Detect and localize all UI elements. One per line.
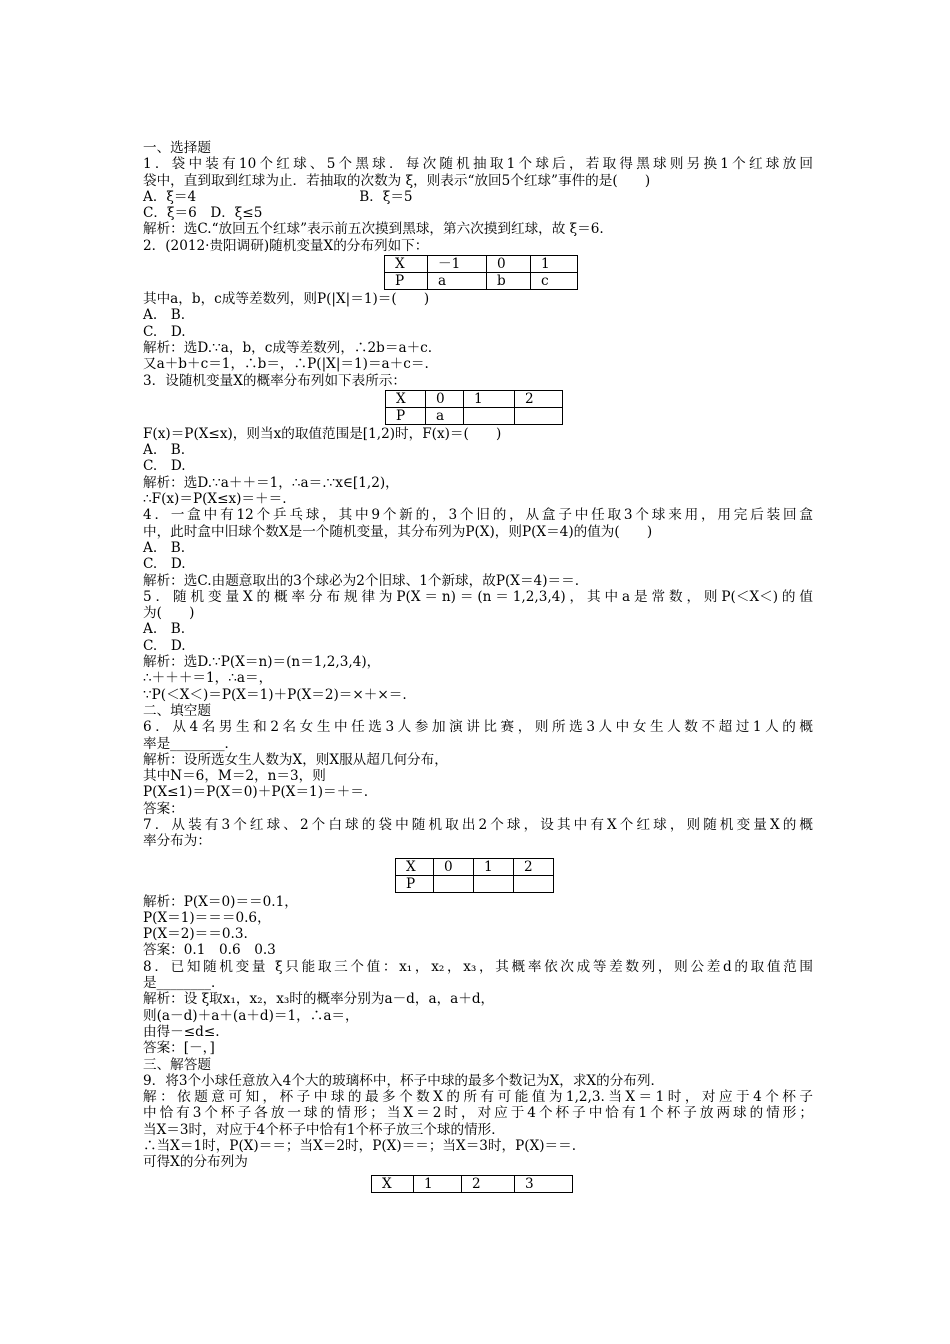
section-heading-fill: 二、填空题	[143, 702, 211, 719]
document-content	[143, 140, 813, 1194]
q6-solution: 其中N＝6，M＝2，n＝3，则	[143, 768, 326, 785]
table-row-header: P	[385, 273, 428, 290]
q7-text: 率分布为：	[143, 833, 211, 850]
q3-options: A. B.	[143, 442, 186, 459]
table-cell: 2	[515, 390, 563, 407]
table-cell: 0	[434, 858, 474, 875]
q3-options: C. D.	[143, 458, 186, 475]
q2-solution: 解析：选D.∵a，b，c成等差数列，∴2b＝a＋c.	[143, 339, 433, 356]
table-cell: a	[428, 273, 487, 290]
table-cell: 2	[462, 1175, 515, 1192]
table-cell: 2	[514, 858, 554, 875]
table-cell: 1	[474, 858, 514, 875]
table-cell	[434, 875, 474, 892]
q4-options: C. D.	[143, 556, 186, 573]
q7-table-wrap	[143, 850, 813, 894]
q1-options: A．ξ＝4 B．ξ＝5	[143, 188, 413, 205]
q8-solution: 由得－≤d≤.	[143, 1023, 220, 1040]
table-row	[396, 858, 554, 875]
q4-text: 4．一盒中有12个乒乓球，其中9个新的，3个旧的，从盒子中任取3个球来用，用完后装回盒	[143, 507, 813, 524]
table-row	[385, 273, 578, 290]
table-row-header: X	[372, 1175, 414, 1192]
q6-answer: 答案：	[143, 800, 184, 817]
q5-text: 为( )	[143, 605, 195, 622]
table-cell: 0	[426, 390, 464, 407]
q2-table-wrap	[143, 254, 813, 291]
table-cell	[515, 407, 563, 424]
table-row-header: P	[396, 875, 434, 892]
q7-solution: P(X＝1)＝＝＝0.6，	[143, 909, 271, 926]
q3-solution: ∴F(x)＝P(X≤x)＝＋＝.	[143, 491, 287, 508]
q9-solution: 可得X的分布列为	[143, 1154, 248, 1171]
q1-text: 袋中，直到取到红球为止．若抽取的次数为 ξ，则表示“放回5个红球”事件的是( )	[143, 172, 651, 189]
q2-solution: 又a＋b＋c＝1，∴b＝，∴P(|X|＝1)＝a＋c＝.	[143, 356, 429, 373]
q6-text: 率是________．	[143, 735, 239, 752]
q1-solution: 解析：选C.“放回五个红球”表示前五次摸到黑球，第六次摸到红球，故 ξ＝6.	[143, 221, 604, 238]
q6-text: 6．从4名男生和2名女生中任选3人参加演讲比赛，则所选3人中女生人数不超过1人的概	[143, 719, 813, 736]
q7-distribution-table	[395, 858, 554, 893]
q9-solution: 当X＝3时，对应于4个杯子中恰有1个杯子放三个球的情形．	[143, 1121, 505, 1138]
q9-distribution-table	[371, 1175, 573, 1193]
table-row-header: P	[386, 407, 426, 424]
q5-options: A. B.	[143, 621, 186, 638]
table-cell: 1	[464, 390, 515, 407]
q2-text: 2．(2012·贵阳调研)随机变量X的分布列如下：	[143, 237, 429, 254]
q7-answer: 答案：0.1 0.6 0.3	[143, 942, 276, 959]
table-row-header: X	[386, 390, 426, 407]
q4-solution: 解析：选C.由题意取出的3个球必为2个旧球、1个新球，故P(X＝4)＝＝.	[143, 572, 580, 589]
q8-text: 是________．	[143, 975, 225, 992]
q9-solution: 中恰有3个杯子各放一球的情形；当X＝2时，对应于4个杯子中恰有1个杯子放两球的情形；	[143, 1105, 813, 1122]
q5-solution: ∵P(＜X＜)＝P(X＝1)＋P(X＝2)＝×＋×＝.	[143, 686, 407, 703]
section-heading-solve: 三、解答题	[143, 1056, 211, 1073]
q3-table-wrap	[143, 389, 813, 426]
q2-distribution-table	[384, 255, 578, 290]
q3-text: F(x)＝P(X≤x)，则当x的取值范围是[1,2)时，F(x)＝( )	[143, 425, 502, 442]
q8-answer: 答案：[－，]	[143, 1040, 215, 1057]
table-cell: 0	[487, 256, 531, 273]
table-cell: －1	[428, 256, 487, 273]
q8-text: 8．已知随机变量 ξ只能取三个值：x₁，x₂，x₃，其概率依次成等差数列，则公差d的取值范围	[143, 958, 813, 975]
table-cell: c	[531, 273, 578, 290]
table-cell: 1	[414, 1175, 462, 1192]
q6-solution: P(X≤1)＝P(X＝0)＋P(X＝1)＝＋＝.	[143, 784, 369, 801]
q1-text: 1．袋中装有10个红球、5个黑球．每次随机抽取1个球后，若取得黑球则另换1个红球放回	[143, 156, 813, 173]
q5-text: 5．随机变量X的概率分布规律为P(X＝n)＝(n＝1,2,3,4)，其中a是常数，则P(＜X＜)的值	[143, 588, 813, 605]
table-cell	[464, 407, 515, 424]
table-row	[396, 875, 554, 892]
q2-options: A. B.	[143, 307, 186, 324]
q3-solution: 解析：选D.∵a＋＋＝1，∴a＝.∵x∈[1,2)，	[143, 474, 399, 491]
q5-solution: ∴＋＋＋＝1，∴a＝，	[143, 670, 273, 687]
q8-solution: 解析：设 ξ取x₁，x₂，x₃时的概率分别为a－d，a，a＋d，	[143, 991, 495, 1008]
table-row-header: X	[396, 858, 434, 875]
q7-solution: 解析：P(X＝0)＝＝0.1，	[143, 893, 298, 910]
table-cell: 3	[515, 1175, 573, 1192]
q1-options: C．ξ＝6 D．ξ≤5	[143, 205, 263, 222]
table-cell	[514, 875, 554, 892]
q4-options: A. B.	[143, 539, 186, 556]
q2-options: C. D.	[143, 323, 186, 340]
q9-text: 9．将3个小球任意放入4个大的玻璃杯中，杯子中球的最多个数记为X，求X的分布列．	[143, 1072, 665, 1089]
q6-solution: 解析：设所选女生人数为X，则X服从超几何分布，	[143, 751, 448, 768]
q3-distribution-table	[385, 390, 563, 425]
q5-options: C. D.	[143, 637, 186, 654]
q9-solution: 解：依题意可知，杯子中球的最多个数X的所有可能值为1,2,3.当X＝1时，对应于4个杯子	[143, 1089, 813, 1106]
q5-solution: 解析：选D.∵P(X＝n)＝(n＝1,2,3,4)，	[143, 654, 381, 671]
q2-text: 其中a，b，c成等差数列，则P(|X|＝1)＝( )	[143, 291, 430, 308]
table-row	[386, 390, 563, 407]
q7-text: 7．从装有3个红球、2个白球的袋中随机取出2个球，设其中有X个红球，则随机变量X的概	[143, 816, 813, 833]
table-cell: a	[426, 407, 464, 424]
q9-table-wrap	[143, 1171, 813, 1194]
table-row	[386, 407, 563, 424]
table-cell: 1	[531, 256, 578, 273]
table-row	[372, 1175, 573, 1192]
q8-solution: 则(a－d)＋a＋(a＋d)＝1，∴a＝，	[143, 1007, 359, 1024]
q9-solution: ∴当X＝1时，P(X)＝＝；当X＝2时，P(X)＝＝；当X＝3时，P(X)＝＝.	[143, 1138, 577, 1155]
table-row-header: X	[385, 256, 428, 273]
table-cell	[474, 875, 514, 892]
section-heading-choice: 一、选择题	[143, 140, 211, 156]
q4-text: 中，此时盒中旧球个数X是一个随机变量，其分布列为P(X)，则P(X＝4)的值为( )	[143, 523, 653, 540]
q7-solution: P(X＝2)＝＝0.3.	[143, 926, 248, 943]
table-row	[385, 256, 578, 273]
q3-text: 3．设随机变量X的概率分布列如下表所示：	[143, 372, 407, 389]
table-cell: b	[487, 273, 531, 290]
